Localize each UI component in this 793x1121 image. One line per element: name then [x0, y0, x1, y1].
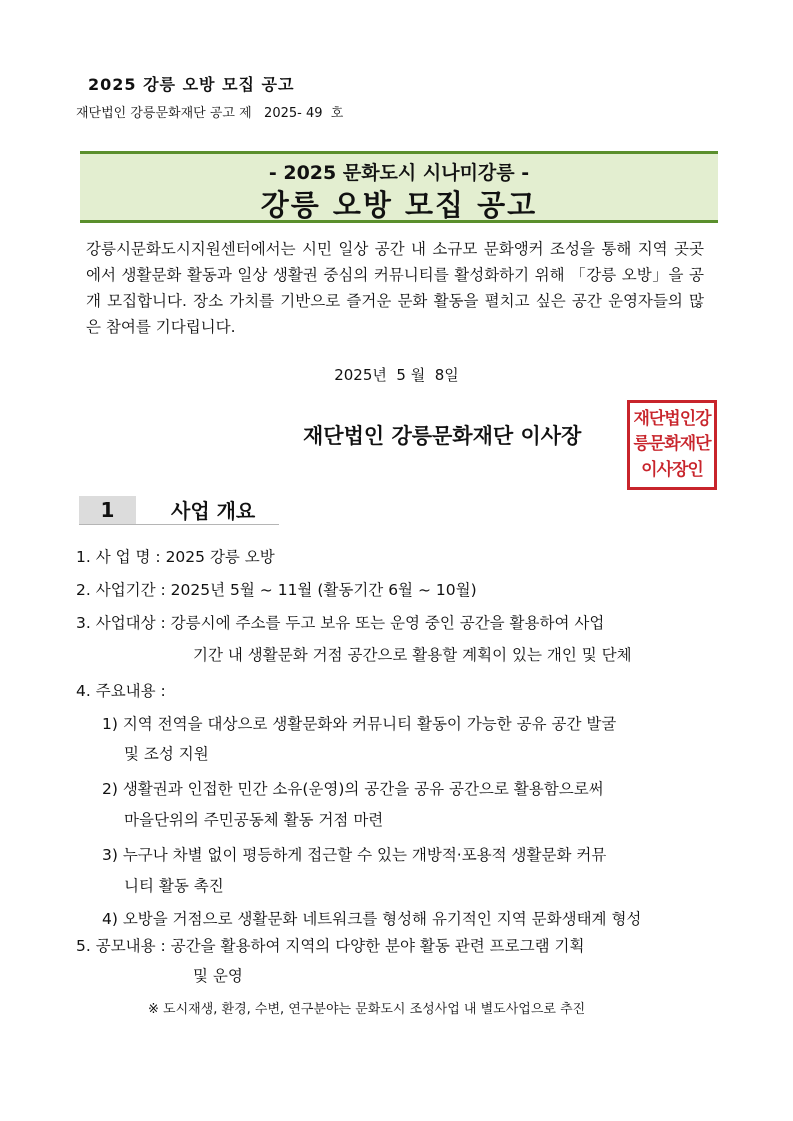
list-item-continuation: 및 운영: [193, 967, 243, 985]
list-item: 1. 사 업 명 : 2025 강릉 오방: [76, 548, 275, 566]
sub-list-item: 2) 생활권과 인접한 민간 소유(운영)의 공간을 공유 공간으로 활용함으로써: [102, 780, 604, 798]
notice-number: 재단법인 강릉문화재단 공고 제 2025- 49 호: [76, 106, 344, 121]
seal-line: 이사장인: [641, 459, 703, 480]
seal-line: 재단법인강: [633, 409, 711, 430]
title-banner: [80, 151, 718, 223]
intro-paragraph: 강릉시문화도시지원센터에서는 시민 일상 공간 내 소규모 문화앵커 조성을 통해 지역 곳곳에서 생활문화 활동과 일상 생활권 중심의 커뮤니티를 활성화하기 위해 「강릉 오방」을 공개 모집합니다. 장소 가치를 기반으로 즐거운 문화 활동을 펼치고 싶은 공간 운영자들의 많은 참여를 기다립니다.: [86, 240, 704, 336]
notice-date: 2025년 5 월 8일: [334, 366, 459, 384]
list-item: 5. 공모내용 : 공간을 활용하여 지역의 다양한 분야 활동 관련 프로그램 기획: [76, 937, 585, 955]
section-number: 1: [79, 496, 136, 524]
sub-list-item-continuation: 및 조성 지원: [124, 745, 209, 763]
issuer-name: 재단법인 강릉문화재단 이사장: [303, 423, 582, 448]
banner-subtitle: - 2025 문화도시 시나미강릉 -: [268, 162, 530, 184]
list-item: 3. 사업대상 : 강릉시에 주소를 두고 보유 또는 운영 중인 공간을 활용하여 사업: [76, 614, 605, 632]
sub-list-item: 1) 지역 전역을 대상으로 생활문화와 커뮤니티 활동이 가능한 공유 공간 발굴: [102, 715, 617, 733]
sub-list-item-continuation: 니티 활동 촉진: [124, 877, 224, 895]
list-item: 2. 사업기간 : 2025년 5월 ~ 11월 (활동기간 6월 ~ 10월): [76, 581, 477, 599]
sub-list-item-continuation: 마을단위의 주민공동체 활동 거점 마련: [124, 811, 384, 829]
section-title: 사업 개요: [171, 499, 256, 523]
footnote: ※ 도시재생, 환경, 수변, 연구분야는 문화도시 조성사업 내 별도사업으로 추진: [148, 1002, 586, 1017]
seal-line: 릉문화재단: [633, 434, 711, 455]
official-seal: [627, 400, 717, 490]
list-item: 4. 주요내용 :: [76, 682, 166, 700]
banner-title: 강릉 오방 모집 공고: [260, 188, 538, 222]
section-underline: [79, 524, 279, 525]
sub-list-item: 4) 오방을 거점으로 생활문화 네트워크를 형성해 유기적인 지역 문화생태계 형성: [102, 910, 642, 928]
list-item-continuation: 기간 내 생활문화 거점 공간으로 활용할 계획이 있는 개인 및 단체: [193, 646, 632, 664]
announcement-title: 2025 강릉 오방 모집 공고: [88, 75, 295, 94]
sub-list-item: 3) 누구나 차별 없이 평등하게 접근할 수 있는 개방적·포용적 생활문화 커뮤: [102, 846, 607, 864]
